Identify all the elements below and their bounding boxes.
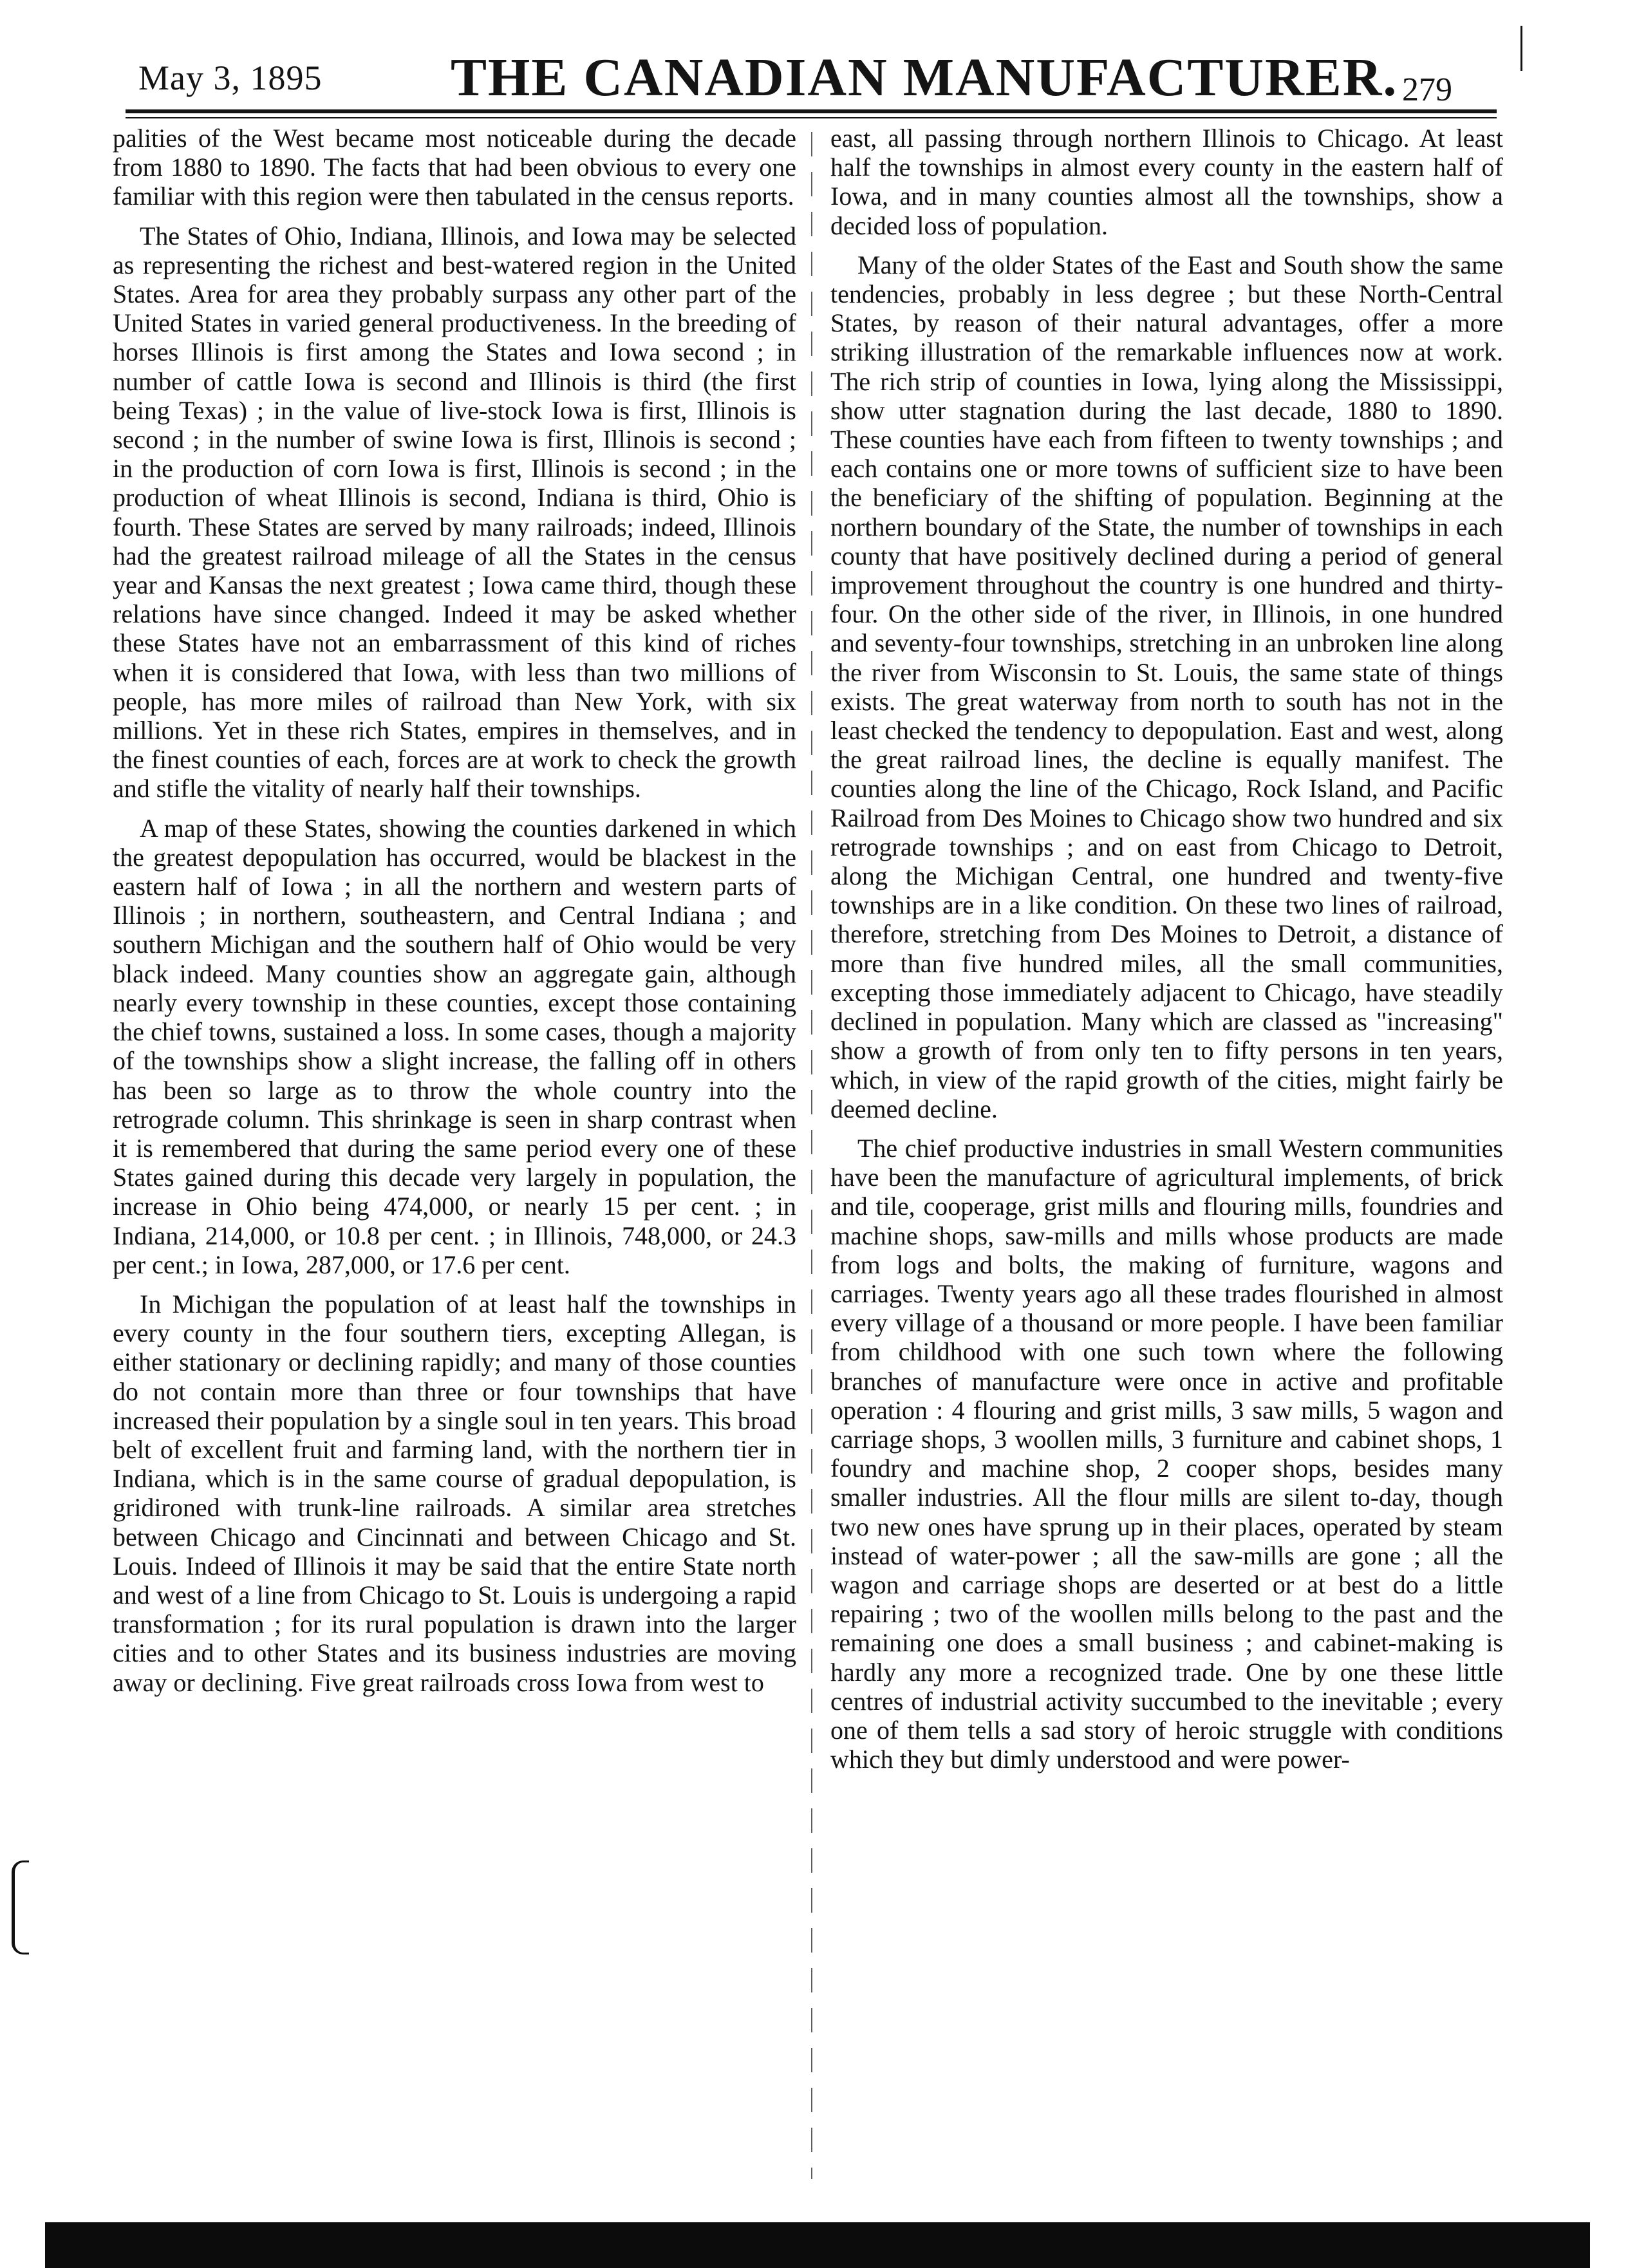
column-divider (811, 132, 812, 2179)
left-paragraph-1: palities of the West became most noticeable during the decade from 1880 to 1890. The facts that had been obvious to every one familiar with this region were then tabulated in the census reports. (113, 124, 796, 211)
page-number: 279 (1402, 71, 1452, 108)
scan-edge-mark (1520, 26, 1522, 71)
issue-date: May 3, 1895 (138, 59, 323, 97)
left-column (113, 124, 796, 1707)
masthead-title: THE CANADIAN MANUFACTURER. (451, 48, 1398, 108)
right-paragraph-3: The chief productive industries in small Western communities have been the manufacture of agricultural implements, of brick and tile, cooperage, grist mills and flouring mills, foundries and machine shops, saw-mills and mills whose products are made from logs and bolts, the making of furniture, wagons and carriages. Twenty years ago all these trades flourished in almost every village of a thousand or more people. I have been familiar from childhood with one such town where the following branches of manufacture were once in active and profitable operation : 4 flouring and grist mills, 3 saw mills, 5 wagon and carriage shops, 3 woollen mills, 3 furniture and cabinet shops, 1 foundry and machine shop, 2 cooper shops, besides many smaller industries. All the flour mills are silent to-day, though two new ones have sprung up in their places, operated by steam instead of water-power ; all the saw-mills are gone ; all the wagon and carriage shops are deserted or at best do a little repairing ; two of the woollen mills belong to the past and the remaining one does a small business ; and cabinet-making is hardly any more a recognized trade. One by one these little centres of industrial activity succumbed to the inevitable ; every one of them tells a sad story of heroic struggle with conditions which they but dimly understood and were power- (830, 1133, 1503, 1774)
header-rule-thick (126, 109, 1497, 113)
left-paragraph-3: A map of these States, showing the counties darkened in which the greatest depopulation has occurred, would be blackest in the eastern half of Iowa ; in all the northern and western parts of Illinois ; in northern, southeastern, and Central Indiana ; and southern Michigan and the southern half of Ohio would be very black indeed. Many counties show an aggregate gain, although nearly every township in these counties, except those containing the chief towns, sustained a loss. In some cases, though a majority of the townships show a slight increase, the falling off in others has been so large as to throw the whole country into the retrograde column. This shrinkage is seen in sharp contrast when it is remembered that during the same period every one of these States gained during this decade very largely in population, the increase in Ohio being 474,000, or nearly 15 per cent. ; in Indiana, 214,000, or 10.8 per cent. ; in Illinois, 748,000, or 24.3 per cent.; in Iowa, 287,000, or 17.6 per cent. (113, 813, 796, 1279)
left-paragraph-2: The States of Ohio, Indiana, Illinois, and Iowa may be selected as representing the richest and best-watered region in the United States. Area for area they probably surpass any other part of the United States in varied general productiveness. In the breeding of horses Illinois is first among the States and Iowa second ; in number of cattle Iowa is second and Illinois is third (the first being Texas) ; in the value of live-stock Iowa is first, Illinois is second ; in the number of swine Iowa is first, Illinois is second ; in the production of corn Iowa is first, Illinois is second ; in the production of wheat Illinois is second, Indiana is third, Ohio is fourth. These States are served by many railroads; indeed, Illinois had the greatest railroad mileage of all the States in the census year and Kansas the next greatest ; Iowa came third, though these relations have since changed. Indeed it may be asked whether these States have not an embarrassment of this kind of riches when it is considered that Iowa, with less than two millions of people, has more miles of railroad than New York, with six millions. Yet in these rich States, empires in themselves, and in the finest counties of each, forces are at work to check the growth and stifle the vitality of nearly half their townships. (113, 221, 796, 803)
header-rule-thin (126, 117, 1497, 118)
right-paragraph-1: east, all passing through northern Illinois to Chicago. At least half the townships in almost every county in the eastern half of Iowa, and in many counties almost all the townships, show a decided loss of population. (830, 124, 1503, 240)
scan-bottom-edge (45, 2222, 1590, 2268)
scan-binding-mark (12, 1860, 29, 1954)
left-paragraph-4: In Michigan the population of at least half the townships in every county in the four southern tiers, excepting Allegan, is either stationary or declining rapidly; and many of those counties do not contain more than three or four townships that have increased their population by a single soul in ten years. This broad belt of excellent fruit and farming land, with the northern tier in Indiana, which is in the same course of gradual depopulation, is gridironed with trunk-line railroads. A similar area stretches between Chicago and Cincinnati and between Chicago and St. Louis. Indeed of Illinois it may be said that the entire State north and west of a line from Chicago to St. Louis is undergoing a rapid transformation ; for its rural population is drawn into the larger cities and to other States and its business industries are moving away or declining. Five great railroads cross Iowa from west to (113, 1289, 796, 1697)
right-paragraph-2: Many of the older States of the East and South show the same tendencies, probably in less degree ; but these North-Central States, by reason of their natural advantages, offer a more striking illustration of the remarkable influences now at work. The rich strip of counties in Iowa, lying along the Mississippi, show utter stagnation during the last decade, 1880 to 1890. These counties have each from fifteen to twenty townships ; and each contains one or more towns of sufficient size to have been the beneficiary of the shifting of population. Beginning at the northern boundary of the State, the number of townships in each county that have positively declined during a period of general improvement throughout the country is one hundred and thirty-four. On the other side of the river, in Illinois, in one hundred and seventy-four townships, stretching in an unbroken line along the river from Wisconsin to St. Louis, the same state of things exists. The great waterway from north to south has not in the least checked the tendency to depopulation. East and west, along the great railroad lines, the decline is equally manifest. The counties along the line of the Chicago, Rock Island, and Pacific Railroad from Des Moines to Chicago show two hundred and six retrograde townships ; and on east from Chicago to Detroit, along the Michigan Central, one hundred and twenty-five townships are in a like condition. On these two lines of railroad, therefore, stretching from Des Moines to Detroit, a distance of more than five hundred miles, all the small communities, excepting those immediately adjacent to Chicago, have steadily declined in population. Many which are classed as "increasing" show a growth of from only ten to fifty persons in ten years, which, in view of the rapid growth of the cities, might fairly be deemed decline. (830, 250, 1503, 1123)
right-column (830, 124, 1503, 1784)
